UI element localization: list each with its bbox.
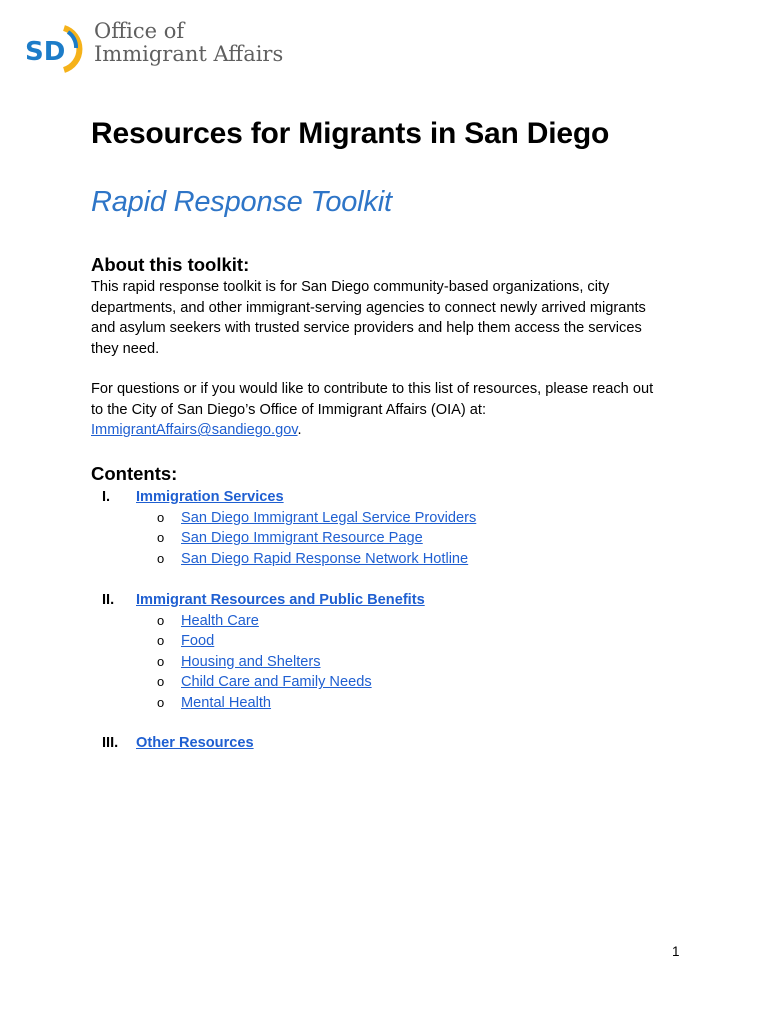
- contents-heading: Contents:: [91, 463, 178, 484]
- page-number: 1: [672, 944, 680, 959]
- page-title: Resources for Migrants in San Diego: [91, 117, 610, 150]
- contact-paragraph: [91, 379, 691, 441]
- list-item: [91, 528, 591, 549]
- logo-initials: SD: [25, 37, 66, 67]
- section-row: [91, 733, 591, 754]
- section-row: [91, 487, 591, 508]
- about-heading: About this toolkit:: [91, 254, 250, 275]
- contents-link[interactable]: San Diego Immigrant Legal Service Providers: [181, 509, 477, 526]
- list-item: [91, 693, 591, 714]
- contents-link[interactable]: Child Care and Family Needs: [181, 674, 372, 691]
- section-row: [91, 590, 591, 611]
- contents-link[interactable]: San Diego Immigrant Resource Page: [181, 530, 423, 547]
- section-link-immigration-services[interactable]: Immigration Services: [136, 489, 284, 505]
- list-item: [91, 508, 591, 529]
- about-line: and asylum seekers with trusted service providers and help them access the services: [91, 320, 642, 337]
- email-link[interactable]: ImmigrantAffairs@sandiego.gov: [91, 422, 298, 439]
- contents-link[interactable]: Mental Health: [181, 694, 272, 711]
- contents-link[interactable]: Health Care: [181, 612, 259, 629]
- contact-line: [91, 420, 691, 441]
- contact-line: to the City of San Diego’s Office of Immigrant Affairs (OIA) at:: [91, 401, 487, 418]
- contents-section-2: [91, 590, 591, 714]
- list-item: [91, 652, 591, 673]
- bullet-icon: o: [157, 653, 165, 669]
- page-subtitle: Rapid Response Toolkit: [91, 186, 392, 218]
- email-suffix: .: [297, 422, 302, 439]
- about-line: This rapid response toolkit is for San Diego community-based organizations, city: [91, 279, 610, 295]
- list-item: [91, 549, 591, 570]
- contents-link[interactable]: San Diego Rapid Response Network Hotline: [181, 550, 469, 567]
- bullet-icon: o: [157, 550, 165, 566]
- section-link-other-resources[interactable]: Other Resources: [136, 735, 254, 751]
- contents-link[interactable]: Housing and Shelters: [181, 653, 321, 670]
- bullet-icon: o: [157, 509, 165, 525]
- section-numeral: III.: [102, 735, 119, 751]
- oia-logo: [24, 18, 294, 74]
- logo-line-1: Office of: [94, 19, 185, 43]
- section-link-immigrant-resources[interactable]: Immigrant Resources and Public Benefits: [136, 592, 425, 608]
- bullet-icon: o: [157, 674, 165, 690]
- about-line: departments, and other immigrant-serving agencies to connect newly arrived migrants: [91, 299, 646, 316]
- section-numeral: II.: [102, 592, 115, 608]
- list-item: [91, 631, 591, 652]
- list-item: [91, 611, 591, 632]
- bullet-icon: o: [157, 530, 165, 546]
- contents-section-1: [91, 487, 591, 569]
- contact-line: For questions or if you would like to contribute to this list of resources, please reach out: [91, 381, 654, 397]
- contents-link[interactable]: Food: [181, 633, 215, 650]
- logo-wordmark: [94, 20, 283, 66]
- bullet-icon: o: [157, 694, 165, 710]
- contents-section-3: [91, 733, 591, 754]
- logo-line-2: Immigrant Affairs: [94, 42, 284, 66]
- bullet-icon: o: [157, 633, 165, 649]
- section-numeral: I.: [102, 489, 111, 505]
- about-line: they need.: [91, 340, 160, 357]
- bullet-icon: o: [157, 612, 165, 628]
- about-paragraph: [91, 277, 691, 359]
- list-item: [91, 672, 591, 693]
- sd-logo-icon: [24, 22, 90, 74]
